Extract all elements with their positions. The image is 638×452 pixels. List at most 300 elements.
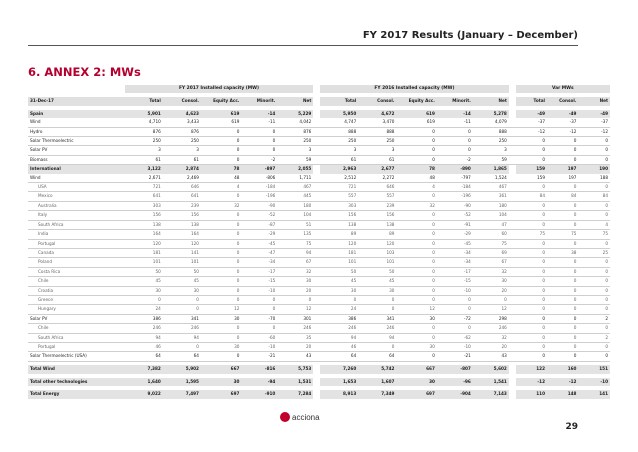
table-cell: 0 — [547, 286, 578, 295]
table-cell: 138 — [163, 220, 201, 229]
table-row — [28, 277, 610, 286]
table-cell: 64 — [125, 352, 163, 361]
table-cell: 246 — [163, 324, 201, 333]
table-cell: 156 — [163, 211, 201, 220]
table-cell: 0 — [516, 333, 547, 342]
table-cell: 4,623 — [163, 110, 201, 118]
table-cell: 0 — [396, 267, 436, 276]
table-cell: 190 — [578, 165, 610, 174]
table-cell: -11 — [241, 118, 277, 127]
table-cell: -12 — [547, 127, 578, 136]
table-cell: 46 — [125, 342, 163, 351]
table-cell: -2 — [437, 155, 473, 164]
table-cell: 246 — [125, 324, 163, 333]
table-cell: 467 — [473, 183, 509, 192]
table-cell: 361 — [473, 192, 509, 201]
table-cell: 0 — [396, 230, 436, 239]
column-header: Consol. — [358, 97, 396, 105]
table-cell: 0 — [201, 146, 241, 155]
table-cell: -12 — [547, 378, 578, 386]
table-cell: 75 — [547, 230, 578, 239]
table-cell: 4 — [396, 183, 436, 192]
table-cell: 0 — [396, 239, 436, 248]
table-cell: 156 — [358, 211, 396, 220]
row-label: Solar PV — [28, 314, 125, 323]
table-cell: 78 — [396, 165, 436, 174]
table-cell: 0 — [547, 146, 578, 155]
table-cell: 159 — [516, 165, 547, 174]
table-cell: 721 — [125, 183, 163, 192]
table-cell: 4 — [578, 220, 610, 229]
table-cell: 48 — [396, 174, 436, 183]
table-cell: 0 — [516, 352, 547, 361]
table-cell: 0 — [578, 258, 610, 267]
table-cell: 0 — [437, 305, 473, 314]
table-row — [28, 110, 610, 118]
table-cell: 164 — [163, 230, 201, 239]
table-cell: 0 — [516, 295, 547, 304]
table-cell: 0 — [578, 183, 610, 192]
row-label: Total Wind — [28, 365, 125, 373]
table-cell: 445 — [277, 192, 313, 201]
table-cell: 4,079 — [473, 118, 509, 127]
table-cell: 303 — [320, 201, 358, 210]
table-cell: 30 — [201, 314, 241, 323]
table-cell: 0 — [547, 211, 578, 220]
table-cell: 0 — [516, 314, 547, 323]
table-cell: 0 — [396, 248, 436, 257]
table-cell: 30 — [396, 378, 436, 386]
table-cell: 32 — [277, 267, 313, 276]
table-cell: 138 — [358, 220, 396, 229]
table-cell: 59 — [277, 155, 313, 164]
table-cell: 0 — [241, 137, 277, 146]
table-cell: 0 — [547, 305, 578, 314]
table-cell: 557 — [358, 192, 396, 201]
column-header: Net — [578, 97, 610, 105]
table-cell: 0 — [320, 295, 358, 304]
table-cell: 250 — [163, 137, 201, 146]
table-cell: 30 — [201, 342, 241, 351]
table-cell: 0 — [578, 146, 610, 155]
table-row — [28, 192, 610, 201]
table-cell: 156 — [320, 211, 358, 220]
table-cell: -49 — [578, 110, 610, 118]
table-cell: -10 — [241, 286, 277, 295]
table-cell: 0 — [547, 183, 578, 192]
table-cell: 12 — [473, 305, 509, 314]
table-cell: 1,541 — [473, 378, 509, 386]
table-cell: 0 — [547, 201, 578, 210]
table-cell: 0 — [578, 352, 610, 361]
row-label: South Africa — [28, 220, 125, 229]
table-cell: 0 — [201, 155, 241, 164]
table-cell: -14 — [241, 110, 277, 118]
table-cell: 0 — [163, 342, 201, 351]
table-cell: 0 — [241, 295, 277, 304]
table-cell: 101 — [125, 258, 163, 267]
table-cell: 101 — [320, 258, 358, 267]
table-cell: 0 — [516, 183, 547, 192]
column-header: Total — [320, 97, 358, 105]
table-cell: -70 — [241, 314, 277, 323]
table-row — [28, 155, 610, 164]
table-cell: 239 — [163, 201, 201, 210]
table-cell: 5,278 — [473, 110, 509, 118]
row-label: Chile — [28, 324, 125, 333]
table-cell: 181 — [125, 248, 163, 257]
table-cell: 3 — [320, 146, 358, 155]
table-cell: 250 — [473, 137, 509, 146]
table-cell: 0 — [547, 155, 578, 164]
table-cell: 0 — [201, 220, 241, 229]
table-cell: 341 — [163, 314, 201, 323]
table-cell: -62 — [437, 333, 473, 342]
table-cell: 0 — [516, 305, 547, 314]
table-cell: -37 — [547, 118, 578, 127]
column-header-row — [28, 97, 610, 105]
table-cell: 89 — [320, 230, 358, 239]
table-row — [28, 220, 610, 229]
table-cell: 181 — [320, 248, 358, 257]
table-cell: 50 — [125, 267, 163, 276]
table-cell: 67 — [277, 258, 313, 267]
table-cell: 341 — [358, 314, 396, 323]
table-cell: 120 — [358, 239, 396, 248]
table-row — [28, 165, 610, 174]
table-cell: 20 — [473, 342, 509, 351]
table-cell: 0 — [125, 295, 163, 304]
table-cell: 7,260 — [320, 365, 358, 373]
table-cell: 64 — [163, 352, 201, 361]
table-cell: 59 — [473, 155, 509, 164]
table-cell: 20 — [277, 286, 313, 295]
table-cell: 30 — [125, 286, 163, 295]
table-cell: 110 — [516, 390, 547, 398]
table-cell: 0 — [201, 267, 241, 276]
table-cell: 641 — [163, 192, 201, 201]
table-cell: 0 — [437, 295, 473, 304]
table-cell: -94 — [241, 378, 277, 386]
table-cell: 94 — [358, 333, 396, 342]
table-row — [28, 352, 610, 361]
table-cell: 0 — [201, 137, 241, 146]
table-cell: -29 — [437, 230, 473, 239]
table-cell: 250 — [358, 137, 396, 146]
table-cell: 1,711 — [277, 174, 313, 183]
page-number: 29 — [565, 422, 578, 432]
table-cell: 0 — [516, 220, 547, 229]
row-label: Poland — [28, 258, 125, 267]
table-cell: -2 — [241, 155, 277, 164]
table-cell: 667 — [201, 365, 241, 373]
table-row — [28, 118, 610, 127]
table-cell: 0 — [163, 295, 201, 304]
table-cell: 0 — [516, 155, 547, 164]
table-cell: 0 — [277, 295, 313, 304]
table-cell: -47 — [241, 248, 277, 257]
table-cell: -45 — [437, 239, 473, 248]
table-cell: 5,901 — [125, 110, 163, 118]
table-cell: 30 — [473, 277, 509, 286]
row-label: Canada — [28, 248, 125, 257]
table-cell: 30 — [396, 314, 436, 323]
table-row — [28, 137, 610, 146]
table-cell: 0 — [547, 267, 578, 276]
row-label: Portugal — [28, 239, 125, 248]
table-cell: 7,143 — [473, 390, 509, 398]
table-cell: 2,963 — [320, 165, 358, 174]
table-cell: 888 — [358, 127, 396, 136]
table-cell: 2 — [578, 333, 610, 342]
table-cell: 5,742 — [358, 365, 396, 373]
table-cell: 386 — [320, 314, 358, 323]
table-row — [28, 201, 610, 210]
table-cell: 61 — [125, 155, 163, 164]
table-cell: 141 — [163, 248, 201, 257]
table-cell: 0 — [547, 314, 578, 323]
table-cell: 2,469 — [163, 174, 201, 183]
table-cell: -10 — [241, 342, 277, 351]
table-cell: 646 — [163, 183, 201, 192]
table-cell: 30 — [277, 277, 313, 286]
table-cell: -49 — [547, 110, 578, 118]
row-label: Total other technologies — [28, 378, 125, 386]
table-cell: 2,671 — [125, 174, 163, 183]
table-cell: 197 — [547, 165, 578, 174]
table-cell: -34 — [437, 248, 473, 257]
logo-text: acciona — [292, 412, 320, 422]
table-cell: -17 — [437, 267, 473, 276]
table-cell: 0 — [516, 267, 547, 276]
row-label: Spain — [28, 110, 125, 118]
table-cell: 1,595 — [163, 378, 201, 386]
table-cell: 0 — [547, 295, 578, 304]
table-cell: 38 — [547, 248, 578, 257]
table-row — [28, 183, 610, 192]
column-header: Total — [125, 97, 163, 105]
table-cell: 697 — [201, 390, 241, 398]
table-cell: 888 — [320, 127, 358, 136]
table-cell: 876 — [125, 127, 163, 136]
table-cell: 84 — [516, 192, 547, 201]
table-cell: -12 — [578, 127, 610, 136]
table-cell: 0 — [241, 324, 277, 333]
document-header-title: FY 2017 Results (January – December) — [362, 30, 578, 41]
table-cell: 94 — [163, 333, 201, 342]
table-row — [28, 365, 610, 373]
table-cell: 45 — [125, 277, 163, 286]
table-row — [28, 267, 610, 276]
table-cell: 32 — [396, 201, 436, 210]
table-cell: -21 — [241, 352, 277, 361]
table-cell: 50 — [320, 267, 358, 276]
table-cell: 303 — [125, 201, 163, 210]
table-cell: 1,607 — [358, 378, 396, 386]
table-row — [28, 378, 610, 386]
group-header-var: Var MWs — [516, 85, 610, 93]
table-cell: 619 — [201, 110, 241, 118]
table-cell: 2,055 — [277, 165, 313, 174]
table-cell: 0 — [358, 305, 396, 314]
table-cell: 5,602 — [473, 365, 509, 373]
table-cell: 0 — [578, 211, 610, 220]
table-cell: 12 — [277, 305, 313, 314]
table-cell: 0 — [201, 230, 241, 239]
table-cell: -904 — [437, 390, 473, 398]
table-cell: 9,022 — [125, 390, 163, 398]
table-cell: 0 — [396, 352, 436, 361]
table-cell: 876 — [277, 127, 313, 136]
table-cell: -10 — [437, 342, 473, 351]
table-cell: 101 — [358, 258, 396, 267]
table-cell: 0 — [396, 220, 436, 229]
table-cell: 8,913 — [320, 390, 358, 398]
column-header: Minorit. — [437, 97, 473, 105]
table-cell: 0 — [201, 127, 241, 136]
table-cell: 148 — [547, 390, 578, 398]
row-label: Wind — [28, 174, 125, 183]
table-cell: -196 — [241, 192, 277, 201]
table-cell: 0 — [241, 127, 277, 136]
table-cell: 0 — [578, 342, 610, 351]
table-cell: 0 — [578, 295, 610, 304]
table-cell: 94 — [125, 333, 163, 342]
table-cell: 160 — [547, 365, 578, 373]
row-label: Chile — [28, 277, 125, 286]
table-cell: 180 — [277, 201, 313, 210]
table-cell: 3,433 — [163, 118, 201, 127]
table-cell: 641 — [125, 192, 163, 201]
table-cell: -890 — [437, 165, 473, 174]
table-cell: 1,640 — [125, 378, 163, 386]
table-cell: 0 — [437, 137, 473, 146]
table-cell: 4,747 — [320, 118, 358, 127]
table-cell: 0 — [578, 305, 610, 314]
table-cell: 151 — [578, 365, 610, 373]
table-cell: 0 — [578, 324, 610, 333]
table-cell: -797 — [437, 174, 473, 183]
table-cell: 0 — [547, 239, 578, 248]
table-cell: -10 — [437, 286, 473, 295]
table-cell: 2,272 — [358, 174, 396, 183]
column-header: Equity Acc. — [201, 97, 241, 105]
row-label: Greece — [28, 295, 125, 304]
table-cell: -15 — [437, 277, 473, 286]
table-cell: 0 — [396, 333, 436, 342]
table-cell: 30 — [358, 286, 396, 295]
table-cell: 250 — [277, 137, 313, 146]
table-cell: 0 — [396, 295, 436, 304]
table-cell: 156 — [125, 211, 163, 220]
table-cell: 75 — [578, 230, 610, 239]
table-cell: 0 — [547, 277, 578, 286]
table-cell: 0 — [396, 258, 436, 267]
table-cell: 120 — [320, 239, 358, 248]
table-cell: -37 — [516, 118, 547, 127]
table-cell: 0 — [201, 295, 241, 304]
table-cell: 25 — [578, 248, 610, 257]
column-header: Net — [277, 97, 313, 105]
table-cell: 3 — [163, 146, 201, 155]
table-cell: 7,284 — [277, 390, 313, 398]
table-cell: 43 — [473, 352, 509, 361]
table-cell: -37 — [578, 118, 610, 127]
table-cell: 0 — [516, 211, 547, 220]
table-cell: 45 — [358, 277, 396, 286]
table-cell: 2,677 — [358, 165, 396, 174]
table-cell: 0 — [516, 137, 547, 146]
table-cell: 5,950 — [320, 110, 358, 118]
table-cell: 0 — [241, 146, 277, 155]
table-cell: 104 — [277, 211, 313, 220]
table-cell: 138 — [320, 220, 358, 229]
table-cell: 246 — [358, 324, 396, 333]
table-cell: 246 — [473, 324, 509, 333]
table-cell: 0 — [358, 342, 396, 351]
table-cell: 1,653 — [320, 378, 358, 386]
table-cell: 24 — [320, 305, 358, 314]
table-cell: 30 — [320, 286, 358, 295]
table-cell: 24 — [125, 305, 163, 314]
table-row — [28, 286, 610, 295]
row-label: Biomass — [28, 155, 125, 164]
table-cell: 7,382 — [125, 365, 163, 373]
table-cell: 0 — [163, 305, 201, 314]
table-cell: 30 — [396, 342, 436, 351]
table-cell: -14 — [437, 110, 473, 118]
table-row — [28, 258, 610, 267]
table-cell: 32 — [201, 201, 241, 210]
table-cell: -12 — [516, 378, 547, 386]
row-label: Italy — [28, 211, 125, 220]
table-cell: 61 — [163, 155, 201, 164]
table-row — [28, 342, 610, 351]
row-label: Solar Thermoelectric (USA) — [28, 352, 125, 361]
row-label: India — [28, 230, 125, 239]
table-cell: 45 — [163, 277, 201, 286]
table-cell: 20 — [277, 342, 313, 351]
table-cell: 0 — [396, 127, 436, 136]
table-cell: 250 — [125, 137, 163, 146]
table-cell: 2,512 — [320, 174, 358, 183]
table-cell: 35 — [277, 333, 313, 342]
table-cell: 250 — [320, 137, 358, 146]
table-cell: 5,902 — [163, 365, 201, 373]
table-cell: 386 — [125, 314, 163, 323]
table-cell: 4,710 — [125, 118, 163, 127]
table-cell: 0 — [547, 258, 578, 267]
table-cell: 164 — [125, 230, 163, 239]
table-cell: 75 — [516, 230, 547, 239]
table-cell: 4 — [201, 183, 241, 192]
table-cell: 239 — [358, 201, 396, 210]
table-cell: 141 — [578, 390, 610, 398]
table-cell: 0 — [396, 211, 436, 220]
table-cell: -21 — [437, 352, 473, 361]
row-label: Costa Rica — [28, 267, 125, 276]
table-cell: 0 — [578, 267, 610, 276]
table-cell: -52 — [437, 211, 473, 220]
table-cell: 3 — [358, 146, 396, 155]
table-cell: 246 — [277, 324, 313, 333]
row-label: Portugal — [28, 342, 125, 351]
table-cell: 0 — [516, 201, 547, 210]
table-cell: 0 — [396, 286, 436, 295]
table-cell: 0 — [201, 324, 241, 333]
row-label: Total Energy — [28, 390, 125, 398]
table-cell: 180 — [473, 201, 509, 210]
